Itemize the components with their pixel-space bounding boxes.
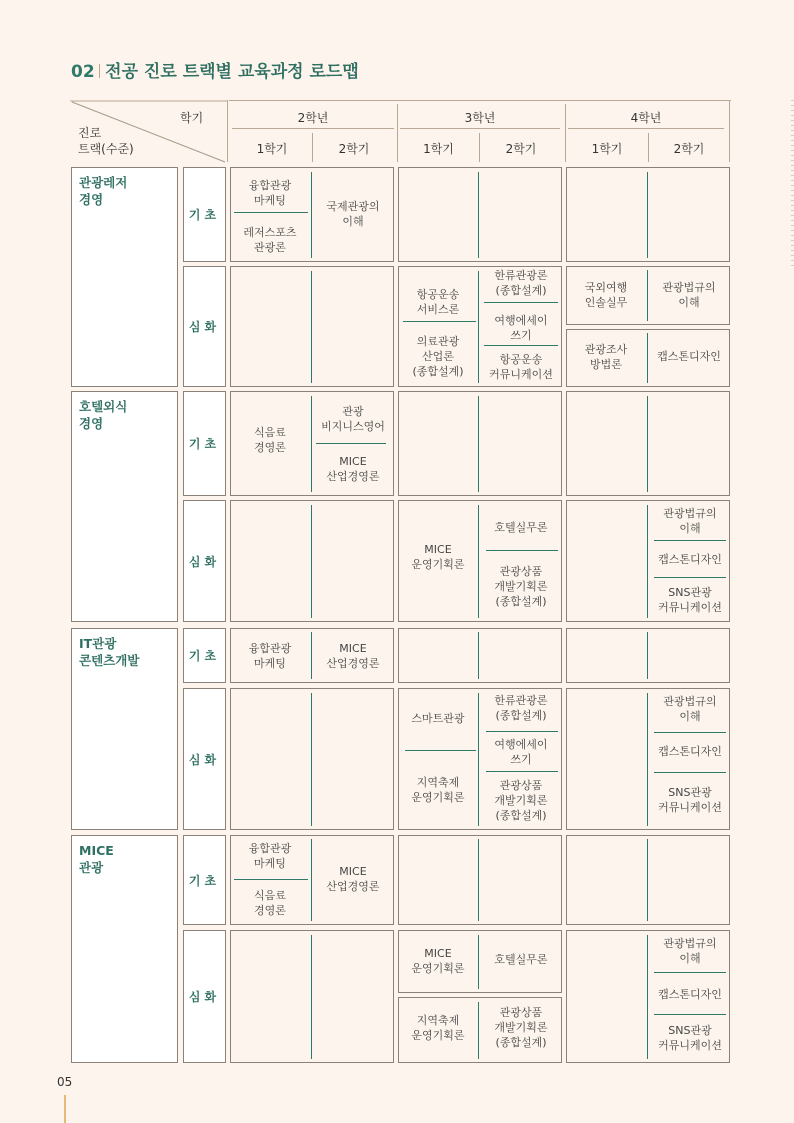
level-advanced: 심화 xyxy=(183,930,226,1063)
course-item: 캡스톤디자인 xyxy=(657,350,721,363)
course-item: MICE 산업경영론 xyxy=(326,865,380,893)
level-basic: 기초 xyxy=(183,628,226,683)
course-item: 캡스톤디자인 xyxy=(658,745,722,758)
course-item: 스마트관광 xyxy=(411,712,465,725)
term-header: 1학기 xyxy=(256,142,288,156)
course-item: 융합관광 마케팅 xyxy=(248,179,292,207)
course-item: SNS관광 커뮤니케이션 xyxy=(658,1024,722,1052)
course-item: 지역축제 운영기획론 xyxy=(411,1014,465,1042)
course-item: 관광법규의 이해 xyxy=(663,937,717,965)
level-advanced: 심화 xyxy=(183,266,226,387)
term-header: 2학기 xyxy=(338,142,370,156)
track-name: 관광레저 경영 xyxy=(71,167,178,387)
course-item: 캡스톤디자인 xyxy=(658,988,722,1001)
course-item: 식음료 경영론 xyxy=(254,889,286,917)
course-item: 여행에세이 쓰기 xyxy=(494,314,548,342)
course-item: 관광상품 개발기획론 (종합설계) xyxy=(494,779,548,822)
course-item: 호텔실무론 xyxy=(494,953,548,966)
course-item: 관광법규의 이해 xyxy=(662,281,716,309)
course-item: 항공운송 커뮤니케이션 xyxy=(489,353,553,381)
course-item: 한류관광론 (종합설계) xyxy=(494,694,548,722)
basic-y3-cell xyxy=(398,628,562,683)
course-item: MICE 산업경영론 xyxy=(326,642,380,670)
course-item: 융합관광 마케팅 xyxy=(248,642,292,670)
term-header: 1학기 xyxy=(591,142,623,156)
level-advanced: 심화 xyxy=(183,688,226,830)
basic-y3-cell xyxy=(398,835,562,925)
course-item: 레저스포츠 관광론 xyxy=(243,226,297,254)
course-item: 캡스톤디자인 xyxy=(658,553,722,566)
basic-y3-cell xyxy=(398,167,562,262)
course-item: 항공운송 서비스론 xyxy=(416,288,460,316)
course-item: 호텔실무론 xyxy=(494,521,548,534)
level-basic: 기초 xyxy=(183,391,226,496)
page-number: 05 xyxy=(57,1075,73,1089)
section-number: 02 xyxy=(71,62,95,82)
year-2-header: 2학년 xyxy=(297,111,329,125)
page-accent-bar xyxy=(64,1095,66,1123)
term-header: 2학기 xyxy=(505,142,537,156)
course-item: 국외여행 인솔실무 xyxy=(584,281,628,309)
course-item: 관광상품 개발기획론 (종합설계) xyxy=(494,565,548,608)
track-name: 호텔외식 경영 xyxy=(71,391,178,622)
level-basic: 기초 xyxy=(183,835,226,925)
course-item: 지역축제 운영기획론 xyxy=(411,776,465,804)
course-item: 융합관광 마케팅 xyxy=(248,842,292,870)
level-basic: 기초 xyxy=(183,167,226,262)
page-title xyxy=(71,57,359,82)
semester-label: 학기 xyxy=(180,111,204,125)
track-name: IT관광 콘텐츠개발 xyxy=(71,628,178,830)
course-item: MICE 산업경영론 xyxy=(326,455,380,483)
course-item: MICE 운영기획론 xyxy=(411,947,465,975)
track-name: MICE 관광 xyxy=(71,835,178,1063)
course-item: 관광상품 개발기획론 (종합설계) xyxy=(494,1006,548,1049)
term-header: 1학기 xyxy=(423,142,454,156)
section-title: 전공 진로 트랙별 교육과정 로드맵 xyxy=(105,62,359,82)
course-item: 식음료 경영론 xyxy=(254,426,286,454)
course-item: 국제관광의 이해 xyxy=(326,200,380,228)
course-item: 의료관광 산업론 (종합설계) xyxy=(412,335,464,378)
title-divider xyxy=(99,64,101,78)
course-item: 관광법규의 이해 xyxy=(663,507,717,535)
course-item: 여행에세이 쓰기 xyxy=(494,738,548,766)
course-item: SNS관광 커뮤니케이션 xyxy=(658,786,722,814)
year-3-header: 3학년 xyxy=(464,111,496,125)
course-item: 관광법규의 이해 xyxy=(663,695,717,723)
track-level-label: 진로 트랙(수준) xyxy=(78,126,134,156)
year-4-header: 4학년 xyxy=(630,111,662,125)
course-item: SNS관광 커뮤니케이션 xyxy=(658,586,722,614)
course-item: 관광 비지니스영어 xyxy=(321,405,385,433)
course-item: 한류관광론 (종합설계) xyxy=(494,269,548,297)
basic-y3-cell xyxy=(398,391,562,496)
course-item: MICE 운영기획론 xyxy=(411,543,465,571)
course-item: 관광조사 방법론 xyxy=(584,343,628,371)
level-advanced: 심화 xyxy=(183,500,226,622)
term-header: 2학기 xyxy=(673,142,705,156)
